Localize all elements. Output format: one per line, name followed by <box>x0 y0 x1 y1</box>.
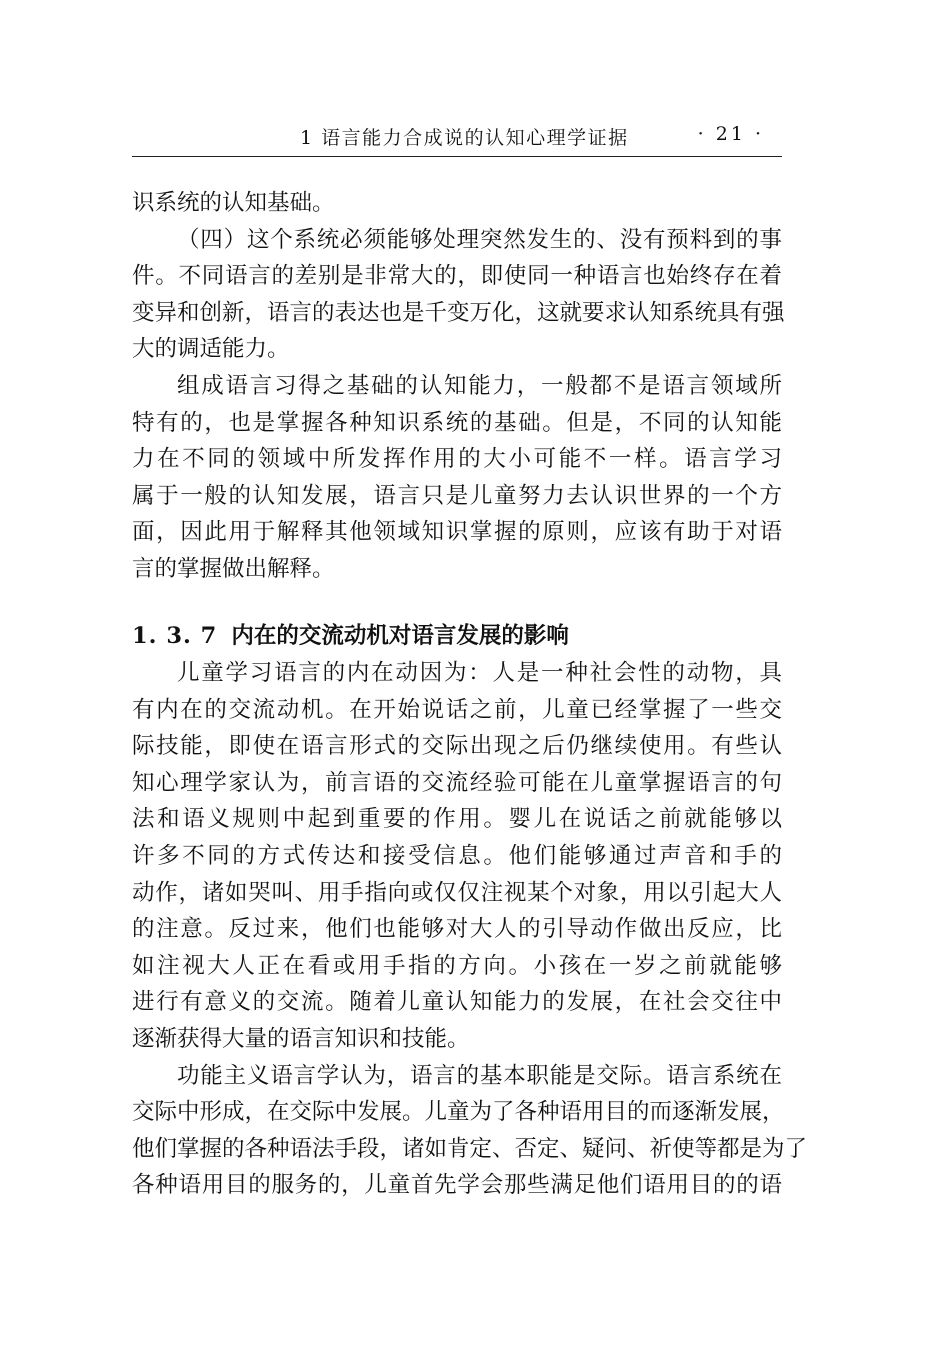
text-line: 进行有意义的交流。随着儿童认知能力的发展，在社会交往中 <box>132 989 782 1016</box>
text-line: 变异和创新，语言的表达也是千变万化，这就要求认知系统具有强 <box>132 299 785 326</box>
text-line: 各种语用目的服务的，儿童首先学会那些满足他们语用目的的语 <box>132 1172 782 1199</box>
section-number: 1. 3. 7 <box>132 623 218 649</box>
text-line: 交际中形成，在交际中发展。儿童为了各种语用目的而逐渐发展， <box>132 1099 785 1126</box>
text-line: 组成语言习得之基础的认知能力，一般都不是语言领域所 <box>177 372 782 399</box>
text-line: 言的掌握做出解释。 <box>132 555 335 582</box>
text-line: 许多不同的方式传达和接受信息。他们能够通过声音和手的 <box>132 842 782 869</box>
text-line: 的注意。反过来，他们也能够对大人的引导动作做出反应，比 <box>132 916 782 943</box>
text-line: （四）这个系统必须能够处理突然发生的、没有预料到的事 <box>177 226 782 253</box>
text-line: 件。不同语言的差别是非常大的，即使同一种语言也始终存在着 <box>132 263 782 290</box>
text-line: 面，因此用于解释其他领域知识掌握的原则，应该有助于对语 <box>132 519 782 546</box>
text-line: 属于一般的认知发展，语言只是儿童努力去认识世界的一个方 <box>132 482 782 509</box>
text-line: 逐渐获得大量的语言知识和技能。 <box>132 1025 470 1052</box>
page-number: · 21 · <box>697 123 764 145</box>
running-head: 1 语言能力合成说的认知心理学证据 <box>300 127 629 149</box>
text-line: 知心理学家认为，前言语的交流经验可能在儿童掌握语言的句 <box>132 769 782 796</box>
body-text-upper <box>132 185 785 588</box>
text-line: 际技能，即使在语言形式的交际出现之后仍继续使用。有些认 <box>132 733 782 760</box>
text-line: 特有的，也是掌握各种知识系统的基础。但是，不同的认知能 <box>132 409 782 436</box>
text-line: 如注视大人正在看或用手指的方向。小孩在一岁之前就能够 <box>132 952 782 979</box>
text-line: 法和语义规则中起到重要的作用。婴儿在说话之前就能够以 <box>132 806 782 833</box>
text-line: 动作，诸如哭叫、用手指向或仅仅注视某个对象，用以引起大人 <box>132 879 782 906</box>
text-line: 大的调适能力。 <box>132 336 290 363</box>
body-text-lower <box>132 655 808 1204</box>
text-line: 力在不同的领域中所发挥作用的大小可能不一样。语言学习 <box>132 446 782 473</box>
text-line: 儿童学习语言的内在动因为：人是一种社会性的动物，具 <box>177 660 782 686</box>
text-line: 有内在的交流动机。在开始说话之前，儿童已经掌握了一些交 <box>132 696 782 723</box>
text-line: 识系统的认知基础。 <box>132 190 335 216</box>
page-header <box>132 120 782 157</box>
text-line: 他们掌握的各种语法手段，诸如肯定、否定、疑问、祈使等都是为了 <box>132 1135 808 1162</box>
section-title: 内在的交流动机对语言发展的影响 <box>231 623 569 649</box>
section-heading <box>132 618 782 654</box>
text-line: 功能主义语言学认为，语言的基本职能是交际。语言系统在 <box>177 1062 782 1089</box>
